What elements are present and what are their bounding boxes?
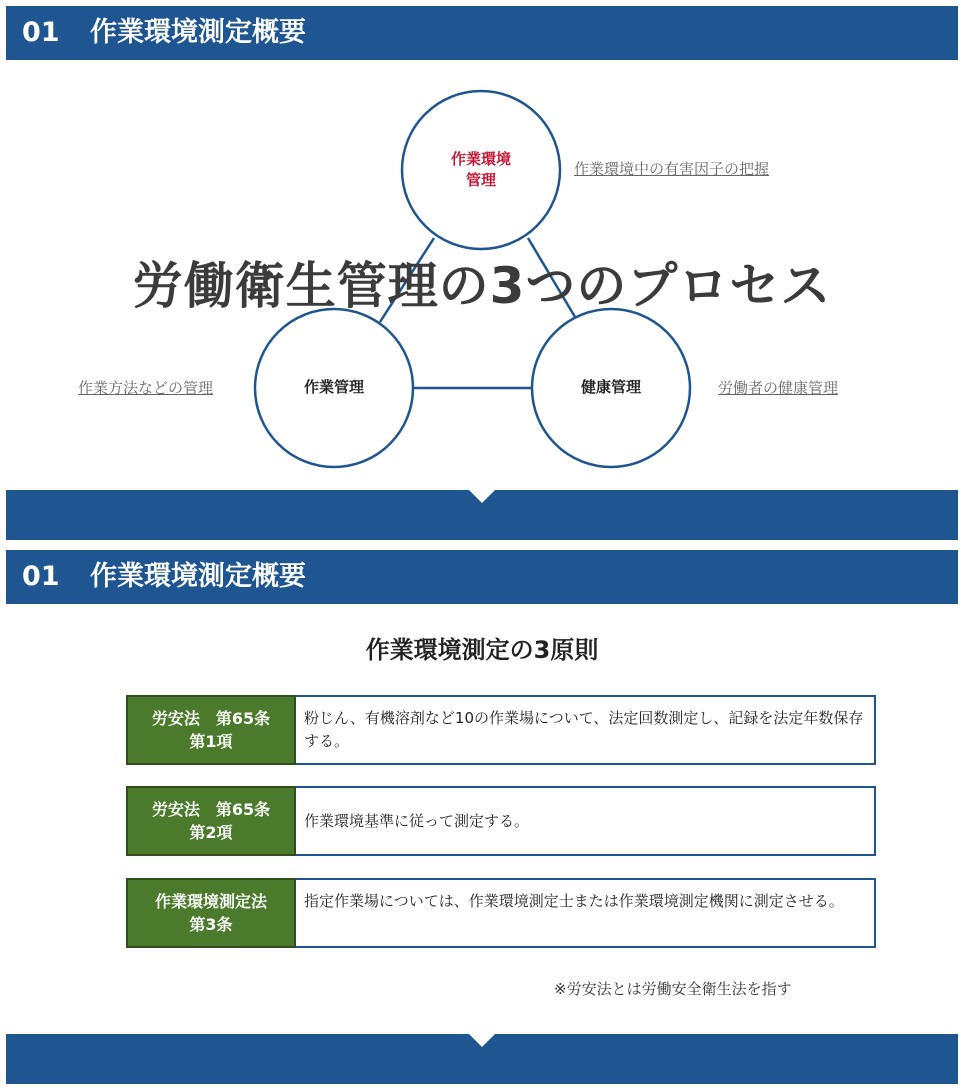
slide-three-processes <box>6 6 958 540</box>
principle-row-3 <box>126 878 876 948</box>
principle-row-2 <box>126 786 876 856</box>
principle-text: 作業環境基準に従って測定する。 <box>296 786 876 856</box>
section-title: 作業環境測定概要 <box>90 561 306 592</box>
law-line: 第1項 <box>189 732 233 751</box>
slide-three-principles <box>6 550 958 1084</box>
slide-footer <box>6 1034 958 1084</box>
circle-label-work-environment <box>421 149 541 191</box>
section-number: 01 <box>22 17 60 48</box>
circle-label-health-management <box>551 377 671 398</box>
note-work-management: 作業方法などの管理 <box>78 379 214 397</box>
footnote: ※労安法とは労働安全衛生法を指す <box>554 980 792 998</box>
label-line: 作業管理 <box>303 378 364 396</box>
label-line: 管理 <box>465 171 496 189</box>
slide-header <box>6 550 958 604</box>
footer-notch <box>469 490 495 503</box>
law-line: 作業環境測定法 <box>154 892 267 911</box>
slide-main-title: 作業環境測定の3原則 <box>365 636 599 664</box>
law-line: 第3条 <box>189 915 233 934</box>
section-number: 01 <box>22 561 60 592</box>
note-work-environment: 作業環境中の有害因子の把握 <box>574 160 770 178</box>
law-reference <box>126 695 296 765</box>
principle-row-1 <box>126 695 876 765</box>
law-reference <box>126 878 296 948</box>
label-line: 健康管理 <box>580 378 641 396</box>
section-title: 作業環境測定概要 <box>90 17 306 48</box>
slide-main-title: 労働衛生管理の3つのプロセス <box>132 257 832 315</box>
law-line: 第2項 <box>189 823 233 842</box>
circle-label-work-management <box>274 377 394 398</box>
footer-notch <box>469 1034 495 1047</box>
slide-footer <box>6 490 958 540</box>
law-line: 労安法 第65条 <box>151 709 271 728</box>
principle-text: 指定作業場については、作業環境測定士または作業環境測定機関に測定させる。 <box>296 878 876 948</box>
label-line: 作業環境 <box>450 150 511 168</box>
note-health-management: 労働者の健康管理 <box>718 379 839 397</box>
principle-text: 粉じん、有機溶剤など10の作業場について、法定回数測定し、記録を法定年数保存する。 <box>296 695 876 765</box>
law-reference <box>126 786 296 856</box>
law-line: 労安法 第65条 <box>151 800 271 819</box>
slide-header <box>6 6 958 60</box>
